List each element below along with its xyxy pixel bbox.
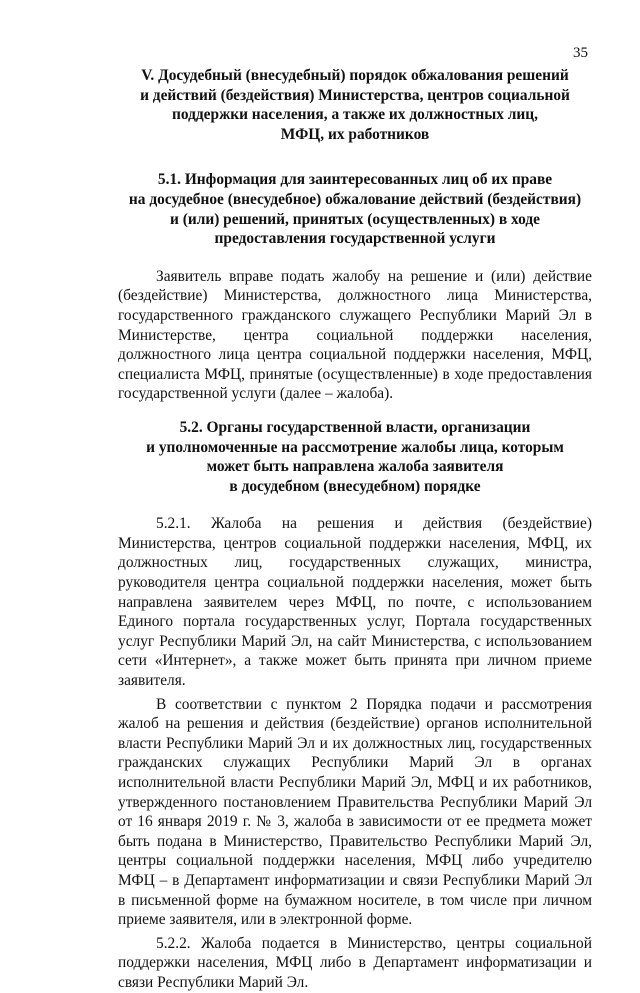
subsection-title-line: в досудебном (внесудебном) порядке [229, 477, 481, 495]
subsection-5-2-title [118, 418, 592, 496]
document-body [118, 66, 592, 993]
paragraph-5-2-1-continued: В соответствии с пунктом 2 Порядка подачи и рассмотрения жалоб на решения и действия (бездействие) органов исполнительной власти Республики Марий Эл и их должностных лиц, государственных гражданских служащих Республики Марий Эл в органах исполнительной власти Республики Марий Эл, МФЦ и их работников, утвержденного постановлением Правительства Республики Марий Эл от 16 января 2019 г. № 3, жалоба в зависимости от ее предмета может быть подана в Министерство, Правительство Республики Марий Эл, центры социальной поддержки населения, МФЦ либо учредителю МФЦ – в Департамент информатизации и связи Республики Марий Эл в письменной форме на бумажном носителе, в том числе при личном приеме заявителя, или в электронной форме. [118, 695, 592, 929]
subsection-title-line: 5.1. Информация для заинтересованных лиц об их праве [157, 171, 553, 189]
section-title [118, 66, 592, 144]
subsection-title-line: и (или) решений, принятых (осуществленных) в ходе [170, 210, 540, 228]
section-title-line: МФЦ, их работников [280, 125, 430, 143]
page-number: 35 [573, 45, 588, 61]
paragraph-5-2-1: 5.2.1. Жалоба на решения и действия (бездействие) Министерства, центров социальной поддержки населения, МФЦ, их должностных лиц, государственных служащих, министра, руководителя центра социальной поддержки населения, может быть направлена заявителем через МФЦ, по почте, с использованием Единого портала государственных услуг, Портала государственных услуг Республики Марий Эл, на сайт Министерства, с использованием сети «Интернет», а также может быть принята при личном приеме заявителя. [118, 515, 592, 690]
paragraph-5-2-2: 5.2.2. Жалоба подается в Министерство, центры социальной поддержки населения, МФЦ либо в Департамент информатизации и связи Республики Марий Эл. [118, 934, 592, 991]
section-title-line: поддержки населения, а также их должностных лиц, [171, 106, 539, 124]
subsection-5-1-title [118, 170, 592, 248]
spacer [118, 404, 592, 418]
subsection-title-line: и уполномоченные на рассмотрение жалобы лица, которым [146, 438, 564, 456]
subsection-title-line: 5.2. Органы государственной власти, организации [179, 418, 531, 436]
subsection-title-line: может быть направлена жалоба заявителя [206, 458, 504, 476]
paragraph-5-1: Заявитель вправе подать жалобу на решение и (или) действие (бездействие) Министерства, должностного лица Министерства, государственного гражданского служащего Республики Марий Эл в Министерстве, центра социальной поддержки населения, должностного лица центра социальной поддержки населения, МФЦ, специалиста МФЦ, принятые (осуществленные) в ходе предоставления государственной услуги (далее – жалоба). [118, 267, 592, 403]
section-title-line: V. Досудебный (внесудебный) порядок обжалования решений [141, 67, 569, 84]
subsection-title-line: на досудебное (внесудебное) обжалование действий (бездействия) [128, 190, 582, 208]
section-title-line: и действий (бездействия) Министерства, центров социальной [140, 86, 570, 104]
subsection-title-line: предоставления государственной услуги [214, 230, 496, 248]
